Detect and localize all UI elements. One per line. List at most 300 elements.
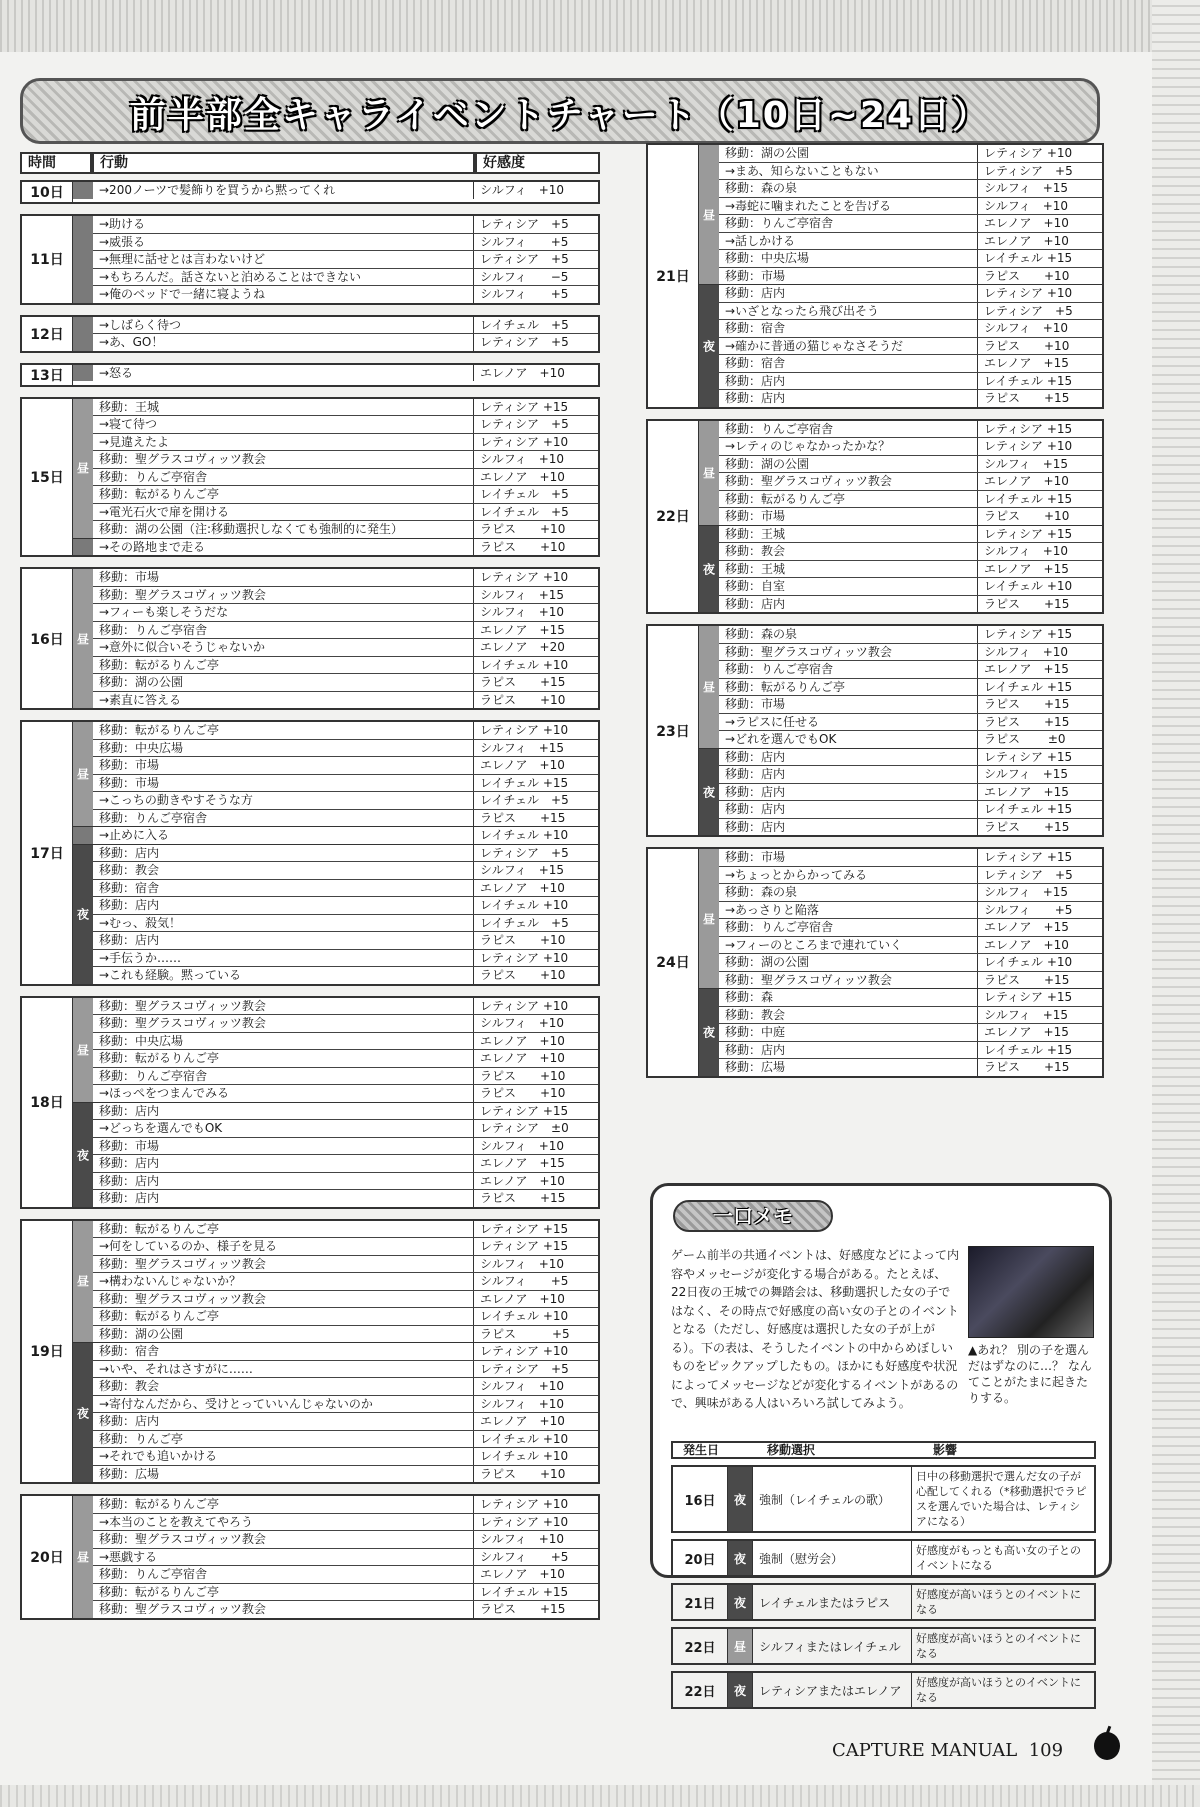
- event-affinity: レティシア +15: [473, 399, 598, 416]
- event-action: 移動：湖の公園: [725, 456, 810, 471]
- event-row: [93, 1015, 598, 1033]
- event-action: →威張る: [99, 234, 146, 249]
- memo-row-effect: 日中の移動選択で選んだ女の子が心配してくれる（*移動選択でラピスを選んでいた場合は、レティシアになる）: [916, 1470, 1087, 1528]
- day-block: [646, 143, 1104, 409]
- event-row: [93, 915, 598, 933]
- event-action: 移動：湖の公園: [725, 146, 810, 160]
- event-affinity: ラピス +10: [473, 539, 598, 556]
- right-day-list: [646, 143, 1104, 1078]
- event-row: [719, 661, 1102, 679]
- event-affinity: シルフィ +15: [473, 587, 598, 604]
- event-affinity: レイチェル +10: [473, 1448, 598, 1465]
- time-group: [73, 844, 598, 984]
- day-label: 10日: [22, 182, 73, 202]
- time-group: [699, 626, 1102, 748]
- event-affinity: レティシア +15: [473, 1103, 598, 1120]
- day-label: 20日: [22, 1496, 73, 1618]
- event-row: [93, 486, 598, 504]
- day-block: [20, 567, 600, 710]
- day-groups: [699, 626, 1102, 835]
- event-action: 移動：聖グラスコヴィッツ教会: [99, 1602, 266, 1616]
- event-row: [719, 902, 1102, 920]
- event-affinity: エレノア +10: [977, 473, 1102, 490]
- event-action: 移動：教会: [99, 863, 160, 877]
- time-tag: [73, 216, 93, 303]
- event-action: 移動：森の泉: [725, 885, 798, 899]
- event-affinity: ラピス +15: [473, 1190, 598, 1207]
- event-action: →こっちの動きやすそうな方: [99, 793, 253, 807]
- event-row: [719, 338, 1102, 356]
- event-action: 移動：湖の公園: [99, 1326, 184, 1341]
- event-affinity: レティシア +10: [977, 145, 1102, 162]
- event-affinity: シルフィ +5: [473, 234, 598, 251]
- event-rows: [93, 399, 598, 538]
- event-affinity: エレノア +10: [473, 1291, 598, 1308]
- left-day-list: [20, 180, 600, 1620]
- event-action: 移動：市場: [99, 775, 160, 790]
- day-block: [20, 315, 600, 353]
- event-action: 移動：店内: [725, 391, 786, 405]
- header-time: 時間: [20, 152, 92, 174]
- event-affinity: エレノア +10: [977, 937, 1102, 954]
- event-action: 移動：転がるりんご亭: [725, 491, 846, 506]
- event-affinity: シルフィ +15: [977, 1007, 1102, 1024]
- event-affinity: エレノア +10: [473, 365, 598, 382]
- event-affinity: ラピス +15: [977, 714, 1102, 731]
- event-affinity: シルフィ +5: [473, 286, 598, 303]
- day-groups: [73, 569, 598, 708]
- event-action: 移動：りんご亭宿舎: [99, 622, 208, 637]
- event-affinity: シルフィ +10: [977, 543, 1102, 560]
- event-action: 移動：店内: [99, 1103, 160, 1118]
- event-affinity: レイチェル +5: [473, 792, 598, 809]
- event-row: [93, 932, 598, 950]
- event-action: 移動：転がるりんご亭: [99, 723, 220, 737]
- event-action: 移動：聖グラスコヴィッツ教会: [99, 1532, 266, 1546]
- event-affinity: レティシア +15: [977, 626, 1102, 643]
- event-affinity: レティシア +5: [977, 163, 1102, 180]
- time-group: [73, 1221, 598, 1343]
- event-row: [93, 1308, 598, 1326]
- event-row: [93, 286, 598, 303]
- event-affinity: レティシア +15: [473, 1221, 598, 1238]
- memo-table-row: [671, 1583, 1096, 1621]
- day-groups: [73, 216, 598, 303]
- event-action: 移動：店内: [99, 898, 160, 912]
- event-action: →確かに普通の猫じゃなさそうだ: [725, 338, 904, 353]
- event-affinity: エレノア +10: [473, 1413, 598, 1430]
- event-affinity: シルフィ +5: [473, 1273, 598, 1290]
- event-action: 移動：聖グラスコヴィッツ教会: [99, 1291, 266, 1306]
- time-group: [73, 216, 598, 303]
- event-row: [93, 1256, 598, 1274]
- event-affinity: ラピス +5: [473, 1326, 598, 1343]
- event-row: [93, 317, 598, 335]
- event-action: 移動：りんご亭宿舎: [725, 216, 834, 230]
- event-affinity: ラピス +15: [473, 674, 598, 691]
- event-affinity: エレノア +10: [473, 1173, 598, 1190]
- memo-box: [650, 1183, 1112, 1704]
- event-action: 移動：聖グラスコヴィッツ教会: [99, 1016, 266, 1030]
- time-group: [73, 722, 598, 826]
- event-rows: [93, 722, 598, 826]
- event-action: →無理に話せとは言わないけど: [99, 252, 266, 266]
- event-row: [93, 1326, 598, 1343]
- event-affinity: ラピス +15: [473, 810, 598, 827]
- day-groups: [699, 849, 1102, 1076]
- page-title: 前半部全キャライベントチャート（10日~24日）: [129, 95, 991, 136]
- time-group: [73, 1102, 598, 1207]
- event-row: [93, 1190, 598, 1207]
- day-groups: [699, 421, 1102, 613]
- event-row: [93, 897, 598, 915]
- event-affinity: ラピス +10: [977, 268, 1102, 285]
- event-action: 移動：市場: [725, 850, 786, 864]
- event-affinity: レティシア +10: [473, 722, 598, 739]
- time-tag: 夜: [73, 1343, 93, 1482]
- event-affinity: ラピス +10: [473, 521, 598, 538]
- event-affinity: シルフィ −5: [473, 269, 598, 286]
- event-action: 移動：聖グラスコヴィッツ教会: [99, 452, 266, 466]
- event-affinity: シルフィ +5: [977, 902, 1102, 919]
- event-row: [719, 867, 1102, 885]
- event-affinity: レイチェル +10: [473, 657, 598, 674]
- event-row: [93, 1448, 598, 1466]
- event-row: [93, 1033, 598, 1051]
- event-action: →ちょっとからかってみる: [725, 867, 868, 882]
- memo-row-time: 夜: [728, 1467, 752, 1531]
- event-action: →フィーのところまで連れていく: [725, 937, 903, 952]
- event-row: [93, 539, 598, 556]
- event-affinity: レイチェル +10: [473, 897, 598, 914]
- event-action: 移動：店内: [99, 845, 160, 860]
- event-action: →寄付なんだから、受けとっていいんじゃないのか: [99, 1396, 373, 1411]
- event-row: [93, 1155, 598, 1173]
- event-affinity: レティシア +15: [977, 989, 1102, 1006]
- event-row: [93, 1531, 598, 1549]
- event-action: 移動：湖の公園: [725, 955, 810, 969]
- right-texture: [1152, 0, 1200, 1807]
- event-action: 移動：中央広場: [99, 740, 184, 755]
- time-tag: 昼: [73, 569, 93, 708]
- event-action: 移動：広場: [725, 1060, 786, 1074]
- event-row: [719, 1059, 1102, 1076]
- event-action: 移動：転がるりんご亭: [99, 1497, 220, 1511]
- event-rows: [93, 1103, 598, 1207]
- day-groups: [73, 182, 598, 202]
- event-row: [93, 657, 598, 675]
- memo-row-time: 昼: [728, 1629, 752, 1663]
- event-row: [719, 626, 1102, 644]
- event-row: [719, 801, 1102, 819]
- event-row: [719, 180, 1102, 198]
- event-affinity: レイチェル +15: [977, 1042, 1102, 1059]
- time-group: [699, 145, 1102, 284]
- event-action: →まあ、知らないこともない: [725, 163, 879, 178]
- event-affinity: レティシア +5: [473, 1361, 598, 1378]
- event-row: [93, 998, 598, 1016]
- day-groups: [73, 1496, 598, 1618]
- event-affinity: ラピス +15: [977, 972, 1102, 989]
- event-action: →何をしているのか、様子を見る: [99, 1239, 278, 1253]
- event-action: 移動：自室: [725, 579, 786, 593]
- event-row: [719, 526, 1102, 544]
- event-row: [719, 644, 1102, 662]
- event-action: 移動：市場: [99, 1138, 160, 1153]
- event-row: [719, 233, 1102, 251]
- memo-table-row: [671, 1627, 1096, 1665]
- memo-header-select: 移動選択: [767, 1443, 816, 1457]
- event-row: [93, 810, 598, 827]
- event-row: [93, 434, 598, 452]
- event-rows: [93, 317, 598, 351]
- event-rows: [93, 998, 598, 1102]
- memo-row-effect: 好感度が高いほうとのイベントになる: [916, 1588, 1081, 1616]
- event-affinity: レティシア +5: [473, 416, 598, 433]
- event-action: 移動：中庭: [725, 1025, 786, 1039]
- time-tag: 夜: [699, 749, 719, 836]
- event-affinity: シルフィ +10: [473, 451, 598, 468]
- event-action: →寝て待つ: [99, 417, 158, 431]
- event-action: →怒る: [99, 365, 134, 380]
- event-affinity: レイチェル +10: [473, 827, 598, 844]
- event-affinity: エレノア +10: [977, 233, 1102, 250]
- event-row: [719, 989, 1102, 1007]
- event-affinity: ラピス +15: [977, 696, 1102, 713]
- event-row: [719, 456, 1102, 474]
- event-affinity: レティシア +10: [473, 434, 598, 451]
- event-action: 移動：市場: [725, 509, 786, 523]
- event-action: →ラピスに任せる: [725, 714, 820, 729]
- event-action: 移動：店内: [725, 286, 786, 300]
- event-affinity: レイチェル +5: [473, 504, 598, 521]
- event-action: 移動：宿舎: [99, 1344, 160, 1358]
- day-groups: [73, 317, 598, 351]
- event-affinity: レティシア +15: [473, 1238, 598, 1255]
- event-row: [93, 740, 598, 758]
- memo-rows: [671, 1465, 1096, 1709]
- time-tag: 昼: [73, 1221, 93, 1343]
- event-affinity: エレノア +10: [473, 1050, 598, 1067]
- event-affinity: ラピス +10: [473, 1068, 598, 1085]
- event-action: 移動：市場: [725, 697, 786, 711]
- event-action: 移動：宿舎: [99, 880, 160, 895]
- event-row: [93, 845, 598, 863]
- event-row: [93, 182, 598, 199]
- event-row: [93, 1566, 598, 1584]
- event-action: 移動：店内: [725, 802, 786, 816]
- event-affinity: ラピス +10: [473, 1085, 598, 1102]
- event-row: [719, 250, 1102, 268]
- title-banner: [20, 78, 1100, 144]
- event-action: 移動：中央広場: [99, 1033, 184, 1048]
- event-rows: [719, 421, 1102, 525]
- event-affinity: ラピス +15: [977, 390, 1102, 407]
- day-groups: [73, 1221, 598, 1483]
- event-row: [719, 714, 1102, 732]
- event-action: 移動：店内: [99, 1156, 160, 1170]
- event-affinity: レティシア +5: [473, 845, 598, 862]
- event-action: 移動：店内: [725, 373, 786, 388]
- event-action: 移動：転がるりんご亭: [99, 1584, 220, 1599]
- event-action: 移動：湖の公園: [99, 675, 184, 689]
- memo-header-day: 発生日: [683, 1443, 720, 1457]
- event-action: →素直に答える: [99, 692, 182, 707]
- time-tag: [73, 317, 93, 351]
- time-tag: [73, 827, 93, 844]
- event-row: [93, 1238, 598, 1256]
- event-rows: [93, 569, 598, 708]
- event-row: [93, 334, 598, 351]
- event-action: →むっ、殺気！: [99, 915, 182, 930]
- event-affinity: シルフィ +10: [473, 1396, 598, 1413]
- event-row: [719, 320, 1102, 338]
- day-block: [20, 397, 600, 558]
- event-action: 移動：教会: [99, 1379, 160, 1393]
- time-group: [73, 538, 598, 556]
- memo-table-header: [671, 1441, 1096, 1459]
- event-action: 移動：店内: [725, 819, 786, 834]
- event-affinity: シルフィ +10: [977, 320, 1102, 337]
- event-row: [719, 766, 1102, 784]
- event-rows: [93, 845, 598, 984]
- event-action: 移動：りんご亭宿舎: [725, 920, 834, 934]
- event-action: 移動：転がるりんご亭: [99, 1051, 220, 1065]
- event-action: 移動：聖グラスコヴィッツ教会: [725, 972, 892, 987]
- time-tag: 昼: [73, 722, 93, 826]
- time-group: [699, 988, 1102, 1076]
- event-row: [719, 355, 1102, 373]
- event-row: [93, 775, 598, 793]
- memo-title: 一口メモ: [673, 1200, 833, 1232]
- event-row: [93, 792, 598, 810]
- event-affinity: シルフィ +10: [473, 1378, 598, 1395]
- event-action: →助ける: [99, 217, 146, 231]
- event-action: 移動：聖グラスコヴィッツ教会: [725, 644, 892, 659]
- event-action: 移動：りんご亭宿舎: [725, 662, 834, 676]
- event-row: [719, 578, 1102, 596]
- event-action: 移動：りんご亭: [99, 1431, 184, 1446]
- event-affinity: ラピス ±0: [977, 731, 1102, 748]
- memo-row-time: 夜: [728, 1585, 752, 1619]
- day-label: 15日: [22, 399, 73, 556]
- event-row: [719, 561, 1102, 579]
- event-row: [93, 251, 598, 269]
- event-action: 移動：転がるりんご亭: [99, 1221, 220, 1236]
- day-block: [646, 419, 1104, 615]
- event-action: 移動：りんご亭宿舎: [99, 469, 208, 484]
- event-rows: [719, 145, 1102, 284]
- event-affinity: レティシア +10: [473, 1343, 598, 1360]
- event-action: 移動：湖の公園（注:移動選択しなくても強制的に発生）: [99, 522, 404, 536]
- event-affinity: レイチェル +5: [473, 317, 598, 334]
- event-row: [719, 937, 1102, 955]
- event-row: [93, 862, 598, 880]
- event-row: [719, 421, 1102, 439]
- event-rows: [719, 989, 1102, 1076]
- event-affinity: シルフィ +15: [977, 766, 1102, 783]
- event-row: [93, 1496, 598, 1514]
- event-affinity: エレノア +15: [977, 919, 1102, 936]
- event-row: [719, 198, 1102, 216]
- time-group: [699, 525, 1102, 613]
- event-affinity: レイチェル +15: [977, 373, 1102, 390]
- event-action: 移動：店内: [725, 749, 786, 764]
- event-rows: [719, 849, 1102, 988]
- event-affinity: レイチェル +10: [473, 1308, 598, 1325]
- event-row: [719, 1042, 1102, 1060]
- event-affinity: シルフィ +15: [473, 740, 598, 757]
- event-row: [93, 399, 598, 417]
- time-tag: 昼: [73, 1496, 93, 1618]
- event-affinity: ラピス +10: [473, 692, 598, 709]
- time-group: [73, 826, 598, 844]
- event-affinity: エレノア +10: [473, 880, 598, 897]
- event-rows: [719, 285, 1102, 407]
- event-affinity: シルフィ +10: [473, 1138, 598, 1155]
- event-affinity: シルフィ +10: [473, 182, 598, 199]
- event-row: [93, 416, 598, 434]
- event-affinity: レティシア +10: [977, 438, 1102, 455]
- event-affinity: エレノア +15: [977, 1024, 1102, 1041]
- event-row: [719, 679, 1102, 697]
- event-row: [93, 1601, 598, 1618]
- event-action: →意外に似合いそうじゃないか: [99, 640, 266, 654]
- event-row: [93, 757, 598, 775]
- event-row: [93, 569, 598, 587]
- day-block: [20, 996, 600, 1209]
- apple-icon: [1094, 1732, 1120, 1760]
- event-row: [93, 692, 598, 709]
- event-rows: [719, 626, 1102, 748]
- time-group: [73, 998, 598, 1102]
- day-label: 21日: [648, 145, 699, 407]
- event-row: [93, 1361, 598, 1379]
- event-row: [93, 1466, 598, 1483]
- event-row: [93, 1085, 598, 1102]
- day-block: [646, 624, 1104, 837]
- event-action: →あっさりと陥落: [725, 902, 819, 917]
- event-row: [719, 215, 1102, 233]
- event-row: [719, 508, 1102, 525]
- event-affinity: ラピス +10: [977, 508, 1102, 525]
- event-affinity: エレノア +20: [473, 639, 598, 656]
- event-affinity: シルフィ +15: [473, 862, 598, 879]
- event-row: [719, 438, 1102, 456]
- event-affinity: レティシア +10: [473, 569, 598, 586]
- day-groups: [73, 365, 598, 385]
- time-tag: [73, 539, 93, 556]
- event-affinity: エレノア +10: [473, 469, 598, 486]
- event-affinity: ラピス +10: [977, 338, 1102, 355]
- event-affinity: レティシア +5: [473, 251, 598, 268]
- event-action: 移動：店内: [725, 784, 786, 799]
- time-group: [73, 1342, 598, 1482]
- event-action: 移動：転がるりんご亭: [725, 679, 846, 694]
- day-block: [20, 180, 600, 204]
- event-affinity: シルフィ +10: [473, 604, 598, 621]
- event-row: [719, 972, 1102, 989]
- event-action: →もちろんだ。話さないと泊めることはできない: [99, 269, 362, 284]
- event-action: →話しかける: [725, 233, 796, 248]
- event-row: [93, 1431, 598, 1449]
- event-row: [93, 1413, 598, 1431]
- event-action: 移動：りんご亭宿舎: [99, 1567, 208, 1581]
- event-affinity: ラピス +15: [977, 596, 1102, 613]
- time-tag: 昼: [699, 421, 719, 525]
- event-affinity: シルフィ +15: [977, 884, 1102, 901]
- event-row: [93, 722, 598, 740]
